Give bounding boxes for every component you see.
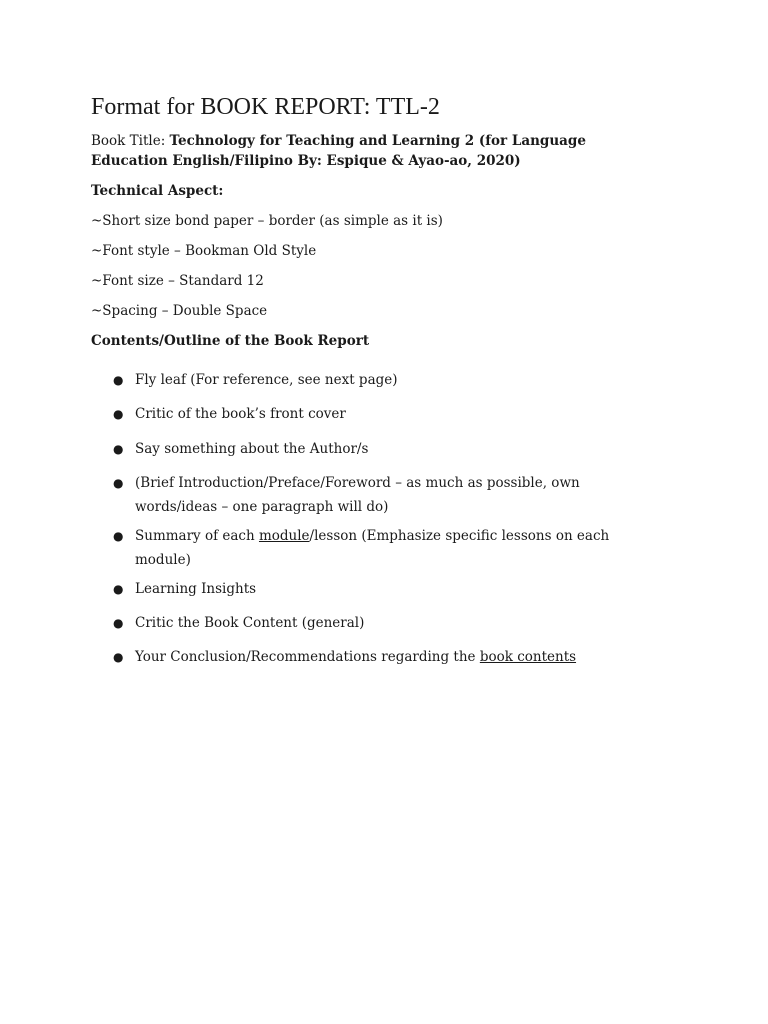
- list-item-text: Learning Insights: [135, 581, 257, 597]
- list-item-text: Critic of the book’s front cover: [135, 406, 346, 422]
- contents-heading: Contents/Outline of the Book Report: [91, 333, 370, 349]
- module-link[interactable]: module: [258, 528, 310, 544]
- technical-item-paper: ~Short size bond paper – border (as simple as it is): [91, 213, 443, 229]
- bullet-icon: ●: [113, 529, 124, 543]
- book-contents-link[interactable]: book contents: [479, 649, 577, 665]
- book-title-block: [91, 131, 691, 171]
- list-item-text: [135, 524, 675, 572]
- technical-aspect-heading: Technical Aspect:: [91, 183, 224, 199]
- bullet-icon: ●: [113, 442, 124, 456]
- book-title-value-line1: Technology for Teaching and Learning 2 (for Language: [169, 133, 586, 149]
- list-item-text-line1: (Brief Introduction/Preface/Foreword – as much as possible, own: [135, 475, 580, 491]
- bullet-icon: ●: [113, 407, 124, 421]
- list-item-text-line2: module): [135, 552, 191, 568]
- bullet-icon: ●: [113, 616, 124, 630]
- list-item-text: [135, 471, 675, 519]
- list-item-text-post: /lesson (Emphasize specific lessons on each: [309, 528, 610, 544]
- technical-item-spacing: ~Spacing – Double Space: [91, 303, 268, 319]
- list-item-text: [135, 645, 675, 669]
- list-item-text: Say something about the Author/s: [135, 441, 369, 457]
- technical-item-font-size: ~Font size – Standard 12: [91, 273, 264, 289]
- list-item-text-pre: Your Conclusion/Recommendations regarding the: [135, 649, 480, 665]
- list-item-text: Critic the Book Content (general): [135, 615, 365, 631]
- list-item-text-line2: words/ideas – one paragraph will do): [135, 499, 389, 515]
- list-item-text-pre: Summary of each: [135, 528, 259, 544]
- bullet-icon: ●: [113, 650, 124, 664]
- book-title-value-line2: Education English/Filipino By: Espique & Ayao-ao, 2020): [91, 153, 521, 169]
- technical-item-font-style: ~Font style – Bookman Old Style: [91, 243, 317, 259]
- list-item-text: Fly leaf (For reference, see next page): [135, 372, 398, 388]
- page-title: Format for BOOK REPORT: TTL-2: [91, 94, 440, 120]
- bullet-icon: ●: [113, 582, 124, 596]
- bullet-icon: ●: [113, 373, 124, 387]
- bullet-icon: ●: [113, 476, 124, 490]
- book-title-label: Book Title:: [91, 133, 170, 149]
